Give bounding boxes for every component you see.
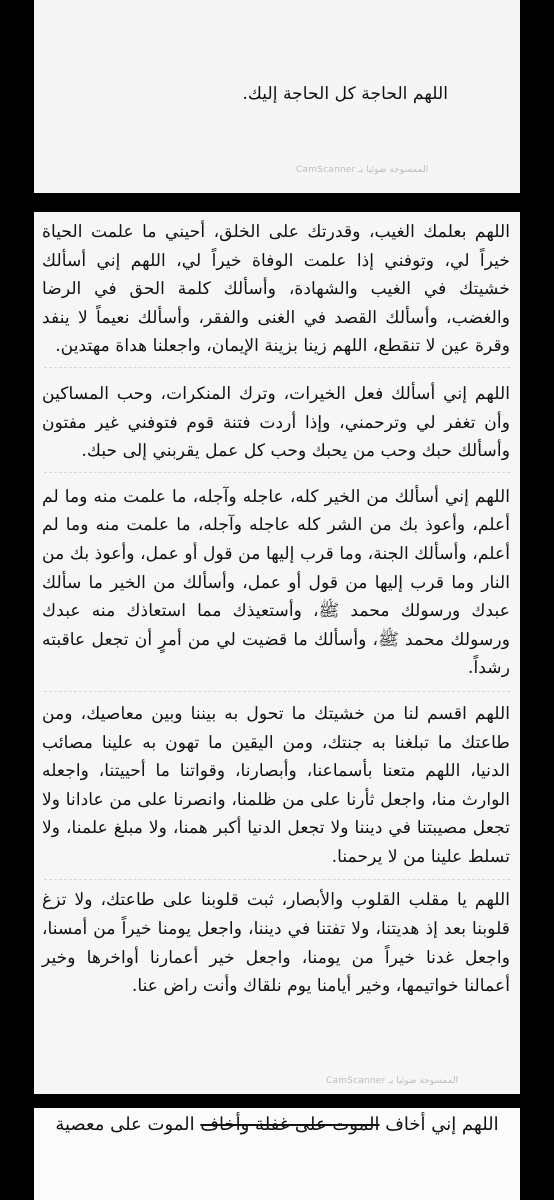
dua-paragraph: اللهم إني أسألك فعل الخيرات، وترك المنكرات، وحب المساكين وأن تغفر لي وترحمني، وإذا أردت فتنة قوم فتوفني غير مفتون وأسألك حبك وحب من يحبك وحب كل عمل يقربني إلى حبك. (42, 383, 510, 462)
scanned-page-main (34, 212, 520, 1094)
dua-paragraph: اللهم يا مقلب القلوب والأبصار، ثبت قلوبنا على طاعتك، ولا تزغ قلوبنا بعد إذ هديتنا، ولا تفتنا في ديننا، واجعل يومنا خيراً من أمسنا، واجعل غدنا خيراً من يومنا، واجعل خير أعمارنا أواخرها وخير أعمالنا خواتيمها، وخير أيامنا يوم نلقاك وأنت راض عنا. (42, 890, 510, 997)
line-text-start: اللهم إني أخاف (379, 1114, 499, 1135)
camscanner-watermark: الممسوحة ضوئيا بـ CamScanner (296, 165, 429, 175)
page-text-line: اللهم الحاجة كل الحاجة إليك. (242, 84, 448, 104)
dua-paragraph: اللهم إني أسألك من الخير كله، عاجله وآجله، ما علمت منه وما لم أعلم، وأعوذ بك من الشر كله عاجله وآجله، ما علمت منه وما لم أعلم، وأسألك الجنة، وما قرب إليها من قول أو عمل، وأعوذ بك من النار وما قرب إليها من قول أو عمل، وأسألك من الخير ما سألك عبدك ورسولك محمد ﷺ، وأستعيذك مما استعاذك منه عبدك ورسولك محمد ﷺ، وأسألك ما قضيت لي من أمرٍ أن تجعل عاقبته رشداً. (42, 486, 510, 679)
camscanner-watermark: الممسوحة ضوئيا بـ CamScanner (326, 1076, 459, 1086)
struck-through-text: الموت على غفلة وأخاف (200, 1114, 380, 1135)
dua-paragraph: اللهم اقسم لنا من خشيتك ما تحول به بيننا وبين معاصيك، ومن طاعتك ما تبلغنا به جنتك، ومن اليقين ما تهون به علينا مصائب الدنيا، اللهم متعنا بأسماعنا، وأبصارنا، وقواتنا ما أحييتنا، واجعله الوارث منا، واجعل ثأرنا على من ظلمنا، وانصرنا على من عادانا ولا تجعل مصيبتنا في ديننا ولا تجعل الدنيا أكبر همنا، ولا مبلغ علمنا، ولا تسلط علينا من لا يرحمنا. (42, 703, 510, 867)
dua-paragraph: اللهم بعلمك الغيب، وقدرتك على الخلق، أحيني ما علمت الحياة خيراً لي، وتوفني إذا علمت الوفاة خيراً لي، اللهم إني أسألك خشيتك في الغيب والشهادة، وأسألك كلمة الحق في الرضا والغضب، وأسألك القصد في الغنى والفقر، وأسألك نعيماً لا ينفد وقرة عين لا تنقطع، اللهم زينا بزينة الإيمان، واجعلنا هداة مهتدين. (42, 222, 510, 357)
line-text-end: الموت على معصية (55, 1114, 201, 1135)
page-text-line (40, 1114, 514, 1135)
scanned-page-top (34, 0, 520, 193)
